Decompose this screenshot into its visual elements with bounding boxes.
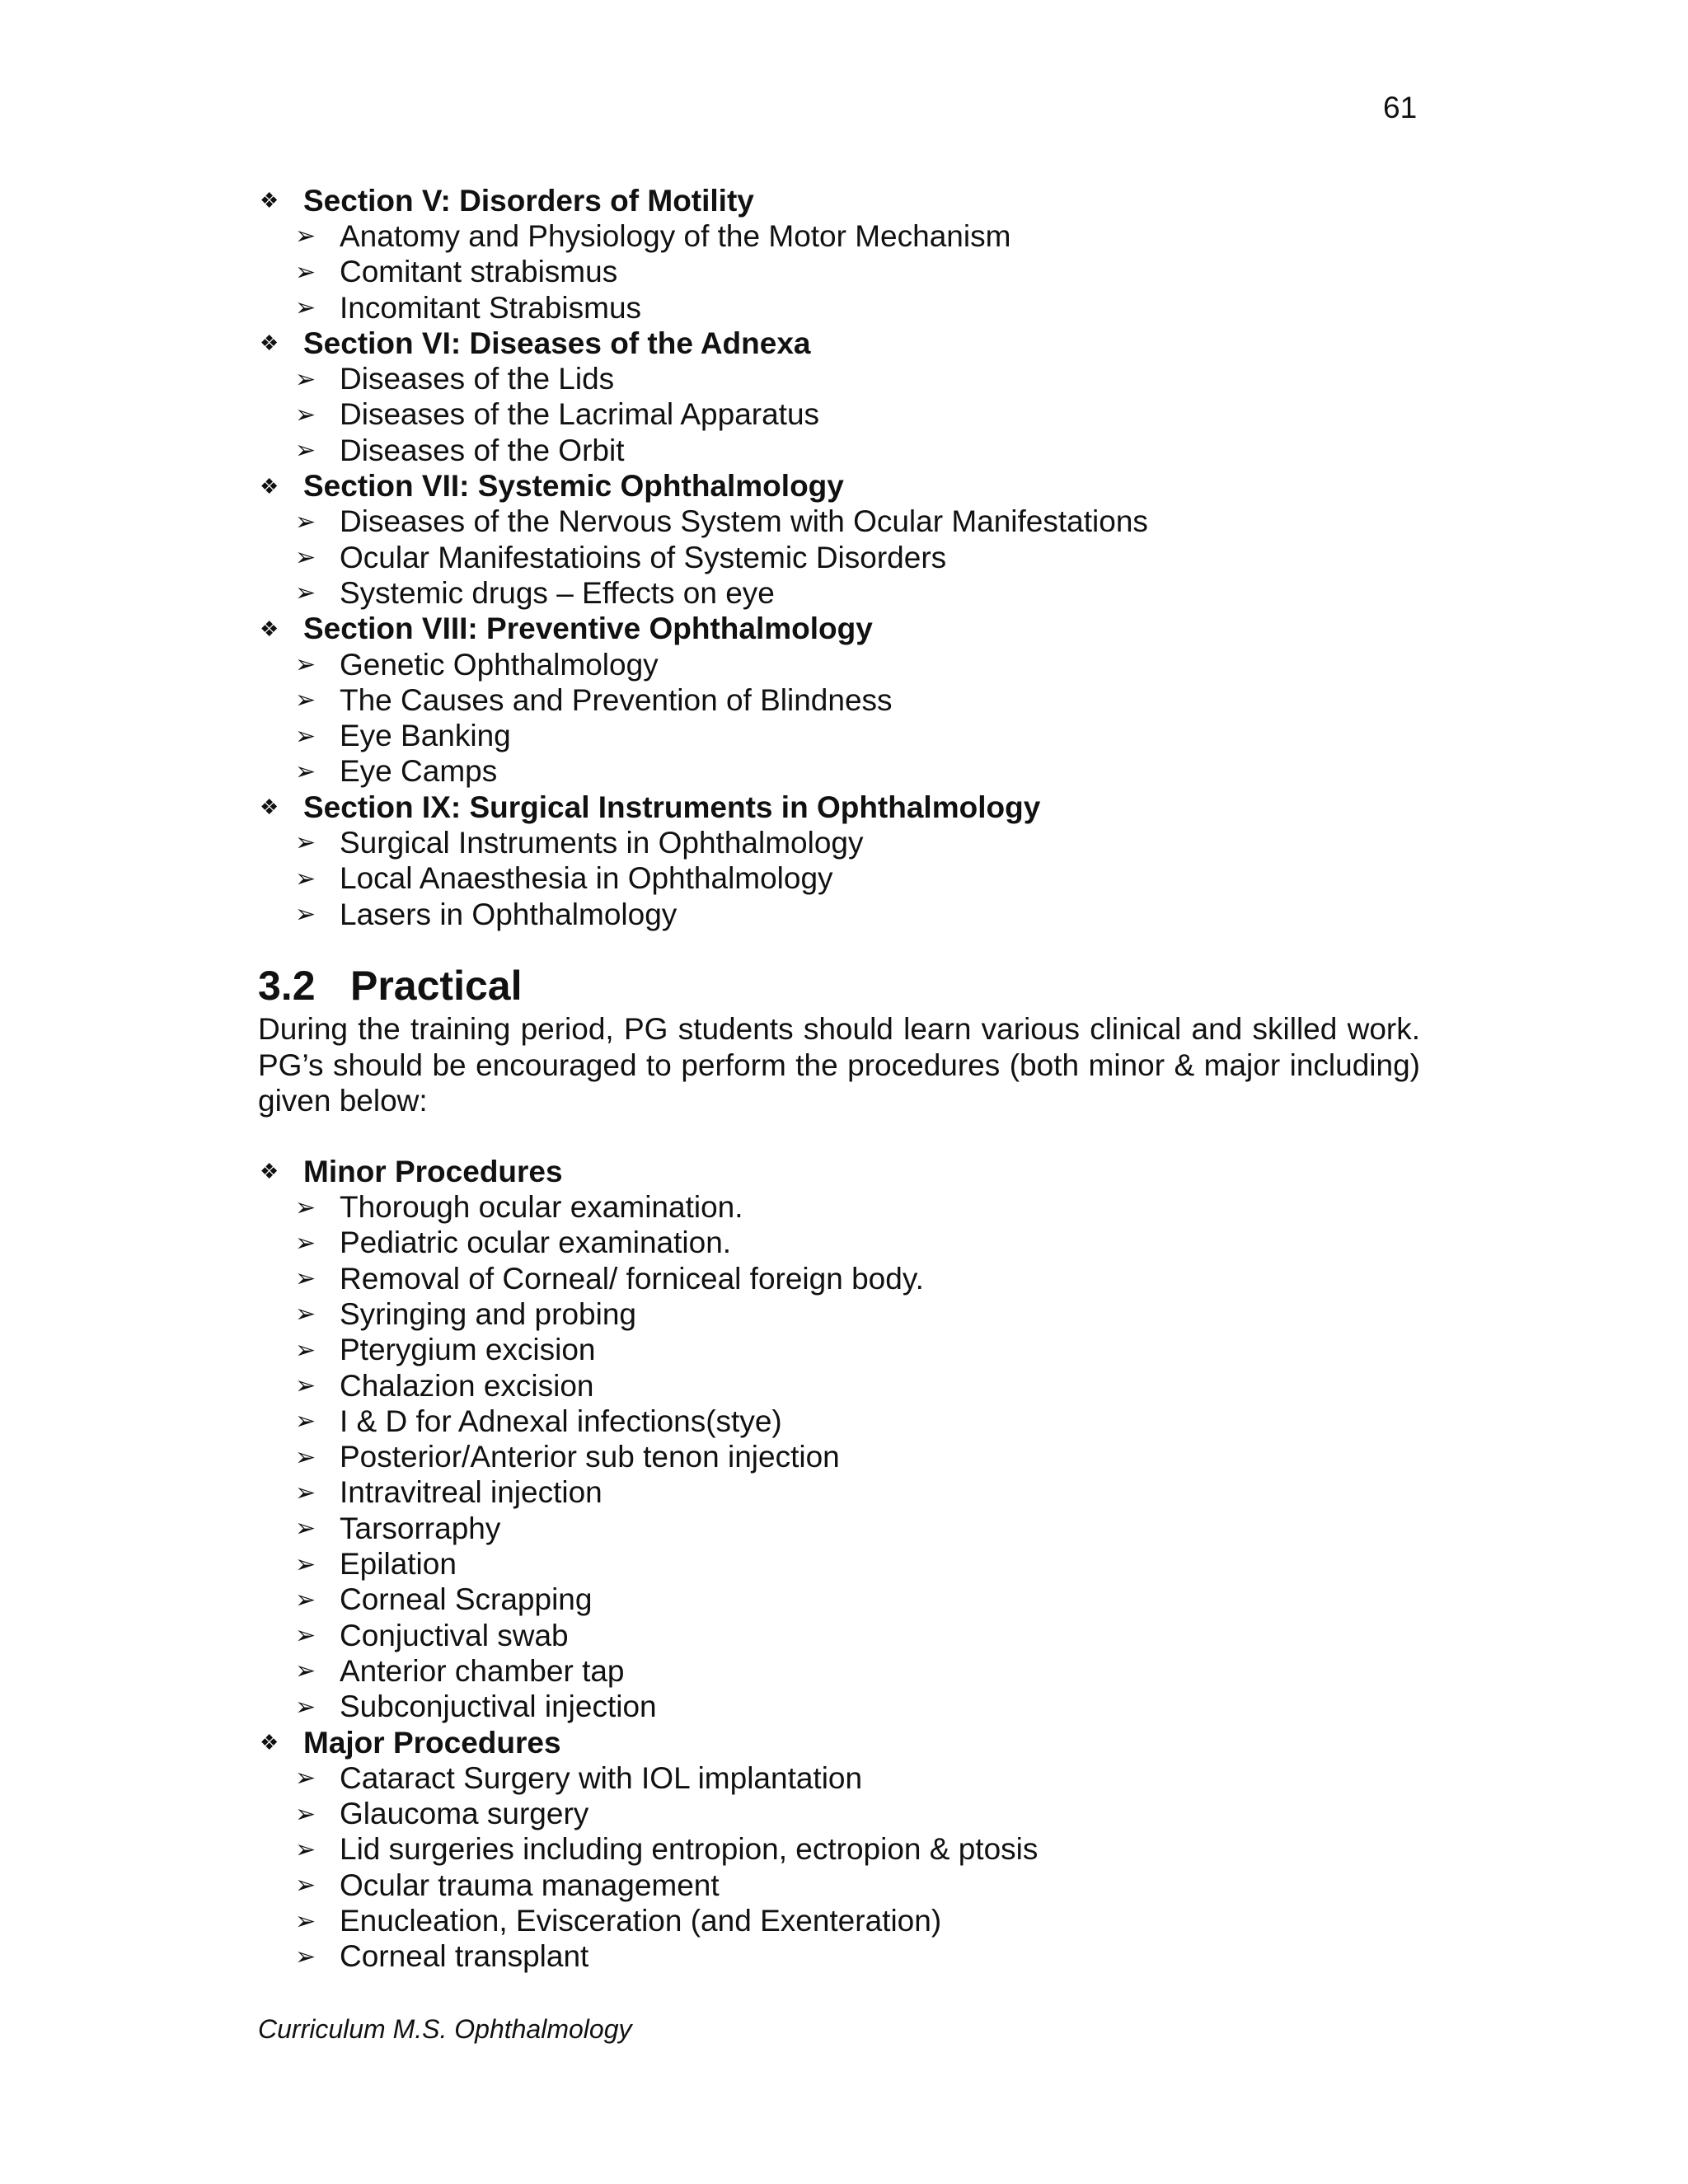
arrow-bullet-icon: ➢ [295, 687, 316, 715]
list-item: ➢ Lasers in Ophthalmology [295, 897, 678, 931]
list-item: ➢ Removal of Corneal/ forniceal foreign body. [295, 1261, 924, 1296]
arrow-bullet-icon: ➢ [295, 829, 316, 857]
arrow-bullet-icon: ➢ [295, 1515, 316, 1543]
diamond-bullet-icon: ❖ [260, 616, 279, 641]
list-item: ➢ Anterior chamber tap [295, 1653, 625, 1688]
procedure-block-minor [258, 1154, 1420, 1725]
list-item: ➢ Intravitreal injection [295, 1475, 603, 1510]
diamond-bullet-icon: ❖ [260, 794, 279, 820]
page-content [258, 183, 1420, 1975]
theory-section-list [258, 183, 1420, 932]
list-item: ➢ Systemic drugs – Effects on eye [295, 575, 775, 610]
list-item: ➢ Eye Camps [295, 754, 498, 789]
list-item: ➢ Conjuctival swab [295, 1618, 569, 1652]
arrow-bullet-icon: ➢ [295, 1550, 316, 1578]
arrow-bullet-icon: ➢ [295, 1479, 316, 1507]
procedure-heading: ❖ Minor Procedures [260, 1154, 563, 1188]
procedure-block-major [258, 1725, 1420, 1975]
arrow-bullet-icon: ➢ [295, 579, 316, 607]
intro-paragraph: During the training period, PG students should learn various clinical and skilled work. PG’s should be encouraged to perform the procedures (both minor & major including) given below: [258, 1012, 1420, 1118]
arrow-bullet-icon: ➢ [295, 1693, 316, 1721]
list-item: ➢ Genetic Ophthalmology [295, 647, 659, 682]
list-item: ➢ Syringing and probing [295, 1296, 636, 1331]
section-heading: ❖ Section VII: Systemic Ophthalmology [260, 469, 844, 504]
list-item: ➢ Cataract Surgery with IOL implantation [295, 1760, 863, 1795]
list-item: ➢ Enucleation, Evisceration (and Exenteration) [295, 1904, 942, 1938]
arrow-bullet-icon: ➢ [295, 1622, 316, 1650]
list-item: ➢ Corneal transplant [295, 1939, 589, 1974]
list-item: ➢ Chalazion excision [295, 1368, 594, 1403]
spacer [258, 1118, 1420, 1154]
arrow-bullet-icon: ➢ [295, 901, 316, 929]
diamond-bullet-icon: ❖ [260, 330, 279, 356]
arrow-bullet-icon: ➢ [295, 722, 316, 750]
arrow-bullet-icon: ➢ [295, 401, 316, 429]
diamond-bullet-icon: ❖ [260, 188, 279, 213]
list-item: ➢ Corneal Scrapping [295, 1582, 593, 1617]
section-heading: ❖ Section V: Disorders of Motility [260, 183, 754, 218]
arrow-bullet-icon: ➢ [295, 1872, 316, 1900]
arrow-bullet-icon: ➢ [295, 544, 316, 572]
arrow-bullet-icon: ➢ [295, 1943, 316, 1971]
procedure-list [258, 1154, 1420, 1975]
arrow-bullet-icon: ➢ [295, 437, 316, 465]
list-item: ➢ Lid surgeries including entropion, ectropion & ptosis [295, 1832, 1039, 1867]
section-heading: ❖ Section VIII: Preventive Ophthalmology [260, 612, 873, 646]
heading-title: Practical [350, 963, 523, 1010]
list-item: ➢ Surgical Instruments in Ophthalmology [295, 825, 864, 860]
list-item: ➢ Posterior/Anterior sub tenon injection [295, 1440, 840, 1474]
arrow-bullet-icon: ➢ [295, 1835, 316, 1863]
arrow-bullet-icon: ➢ [295, 1372, 316, 1400]
procedure-heading: ❖ Major Procedures [260, 1725, 561, 1760]
list-item: ➢ Eye Banking [295, 719, 511, 753]
section-block [258, 790, 1420, 932]
list-item: ➢ Comitant strabismus [295, 255, 618, 289]
arrow-bullet-icon: ➢ [295, 1765, 316, 1793]
arrow-bullet-icon: ➢ [295, 1800, 316, 1828]
section-block [258, 326, 1420, 468]
list-item: ➢ Ocular Manifestatioins of Systemic Disorders [295, 540, 947, 574]
list-item: ➢ Epilation [295, 1547, 457, 1582]
arrow-bullet-icon: ➢ [295, 1193, 316, 1221]
list-item: ➢ Ocular trauma management [295, 1868, 720, 1902]
diamond-bullet-icon: ❖ [260, 473, 279, 499]
arrow-bullet-icon: ➢ [295, 294, 316, 322]
list-item: ➢ Anatomy and Physiology of the Motor Mechanism [295, 218, 1011, 253]
arrow-bullet-icon: ➢ [295, 1586, 316, 1614]
arrow-bullet-icon: ➢ [295, 1907, 316, 1935]
arrow-bullet-icon: ➢ [295, 1301, 316, 1329]
list-item: ➢ Incomitant Strabismus [295, 290, 642, 325]
list-item: ➢ Subconjuctival injection [295, 1690, 657, 1724]
section-block [258, 468, 1420, 611]
section-block [258, 612, 1420, 790]
arrow-bullet-icon: ➢ [295, 258, 316, 286]
section-block [258, 183, 1420, 326]
arrow-bullet-icon: ➢ [295, 508, 316, 536]
list-item: ➢ The Causes and Prevention of Blindness [295, 682, 893, 717]
section-heading: ❖ Section VI: Diseases of the Adnexa [260, 326, 811, 360]
arrow-bullet-icon: ➢ [295, 1408, 316, 1436]
list-item: ➢ Pediatric ocular examination. [295, 1226, 732, 1260]
heading-number: 3.2 [258, 963, 316, 1010]
arrow-bullet-icon: ➢ [295, 1657, 316, 1685]
list-item: ➢ Thorough ocular examination. [295, 1190, 743, 1225]
list-item: ➢ Diseases of the Lids [295, 362, 615, 396]
section-heading: ❖ Section IX: Surgical Instruments in Ophthalmology [260, 790, 1041, 824]
arrow-bullet-icon: ➢ [295, 1336, 316, 1364]
list-item: ➢ Diseases of the Orbit [295, 433, 625, 467]
list-item: ➢ Diseases of the Lacrimal Apparatus [295, 397, 820, 432]
list-item: ➢ Diseases of the Nervous System with Ocular Manifestations [295, 504, 1148, 539]
arrow-bullet-icon: ➢ [295, 757, 316, 785]
list-item: ➢ I & D for Adnexal infections(stye) [295, 1404, 782, 1438]
arrow-bullet-icon: ➢ [295, 651, 316, 678]
diamond-bullet-icon: ❖ [260, 1159, 279, 1184]
list-item: ➢ Glaucoma surgery [295, 1797, 589, 1831]
section-heading-practical [258, 962, 1420, 1011]
arrow-bullet-icon: ➢ [295, 865, 316, 893]
arrow-bullet-icon: ➢ [295, 223, 316, 251]
page-number: 61 [1383, 91, 1418, 124]
arrow-bullet-icon: ➢ [295, 1265, 316, 1293]
arrow-bullet-icon: ➢ [295, 1229, 316, 1257]
list-item: ➢ Tarsorraphy [295, 1511, 501, 1545]
list-item: ➢ Pterygium excision [295, 1333, 596, 1367]
arrow-bullet-icon: ➢ [295, 1443, 316, 1471]
list-item: ➢ Local Anaesthesia in Ophthalmology [295, 861, 833, 896]
diamond-bullet-icon: ❖ [260, 1730, 279, 1755]
page-footer: Curriculum M.S. Ophthalmology [258, 2014, 632, 2044]
arrow-bullet-icon: ➢ [295, 365, 316, 393]
